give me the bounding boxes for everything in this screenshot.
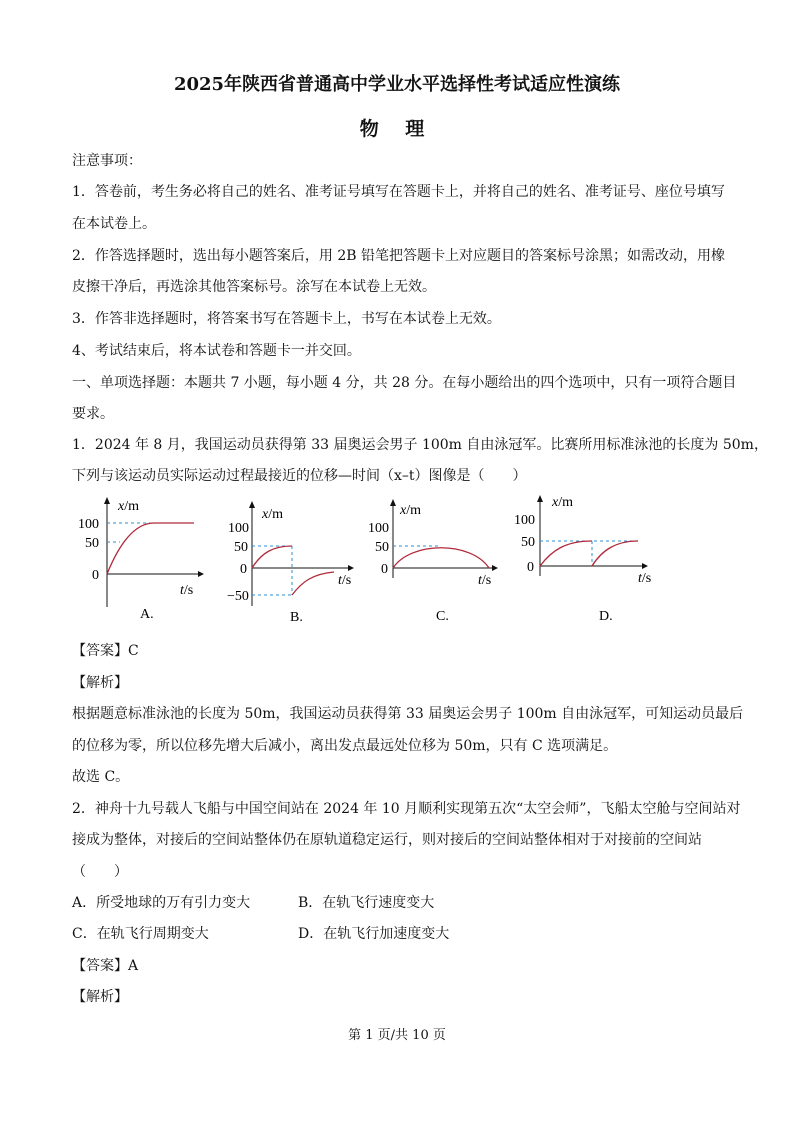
choice-b: B．在轨飞行速度变大 — [298, 895, 435, 911]
svg-text:x/m: x/m — [262, 507, 283, 522]
tick-label: −50 — [227, 589, 249, 604]
analysis-line: 根据题意标准泳池的长度为 50m，我国运动员获得第 33 届奥运会男子 100m 自由泳冠军，可知运动员最后 — [72, 706, 744, 722]
tick-label: 50 — [234, 540, 248, 555]
tick-label: 50 — [375, 540, 389, 555]
tick-label: 100 — [514, 513, 535, 528]
page-footer: 第 1 页/共 10 页 — [348, 1028, 446, 1043]
analysis-line: 的位移为零，所以位移先增大后减小，离出发点最远处位移为 50m，只有 C 选项满足。 — [72, 738, 618, 754]
tick-label: 100 — [368, 521, 389, 536]
graph-option-b — [224, 496, 364, 631]
analysis-label: 【解析】 — [72, 675, 128, 691]
answer-label: 【答案】C — [72, 643, 139, 659]
tick-label: 0 — [527, 560, 534, 575]
tick-label: 100 — [78, 517, 99, 532]
option-label-d: D. — [599, 609, 613, 624]
tick-label: 0 — [92, 568, 99, 583]
question-1-stem: 下列与该运动员实际运动过程最接近的位移—时间（x–t）图像是（ ） — [72, 468, 527, 484]
svg-text:t/s: t/s — [180, 583, 194, 598]
question-2-stem: （ ） — [72, 864, 128, 880]
svg-text:x/m: x/m — [552, 495, 573, 510]
notice-heading: 注意事项： — [72, 153, 142, 169]
choice-d: D．在轨飞行加速度变大 — [298, 926, 450, 942]
svg-text:t/s: t/s — [638, 571, 652, 586]
subject-title: 物 理 — [359, 118, 435, 140]
tick-label: 0 — [381, 562, 388, 577]
notice-line: 3．作答非选择题时，将答案书写在答题卡上，书写在本试卷上无效。 — [72, 311, 501, 327]
graph-option-c — [366, 496, 506, 631]
analysis-line: 故选 C。 — [72, 769, 130, 785]
tick-label: 50 — [85, 536, 99, 551]
option-label-a: A. — [140, 607, 154, 622]
question-2-stem: 接成为整体，对接后的空间站整体仍在原轨道稳定运行，则对接后的空间站整体相对于对接前的空间站 — [72, 832, 702, 848]
choice-a: A．所受地球的万有引力变大 — [72, 895, 251, 911]
answer-label: 【答案】A — [72, 958, 139, 974]
graph-option-a — [70, 492, 210, 627]
section-heading: 要求。 — [72, 406, 114, 422]
graph-option-d — [508, 490, 668, 625]
tick-label: 0 — [240, 562, 247, 577]
tick-label: 100 — [228, 521, 249, 536]
question-2-stem: 2．神舟十九号载人飞船与中国空间站在 2024 年 10 月顺利实现第五次“太空会师”，飞船太空舱与空间站对 — [72, 801, 741, 817]
choice-c: C．在轨飞行周期变大 — [72, 926, 209, 942]
notice-line: 1．答卷前，考生务必将自己的姓名、准考证号填写在答题卡上，并将自己的姓名、准考证号、座位号填写 — [72, 184, 725, 200]
notice-line: 2．作答选择题时，选出每小题答案后，用 2B 铅笔把答题卡上对应题目的答案标号涂黑；如需改动，用橡 — [72, 248, 726, 264]
svg-text:t/s: t/s — [478, 573, 492, 588]
svg-text:x/m: x/m — [118, 499, 139, 514]
analysis-label: 【解析】 — [72, 989, 128, 1005]
exam-title: 2025年陕西省普通高中学业水平选择性考试适应性演练 — [173, 74, 621, 95]
notice-line: 在本试卷上。 — [72, 216, 156, 232]
svg-text:t/s: t/s — [338, 573, 352, 588]
svg-text:x/m: x/m — [400, 503, 421, 518]
option-label-b: B. — [290, 610, 303, 625]
notice-line: 皮擦干净后，再选涂其他答案标号。涂写在本试卷上无效。 — [72, 279, 436, 295]
tick-label: 50 — [521, 535, 535, 550]
question-1-stem: 1．2024 年 8 月，我国运动员获得第 33 届奥运会男子 100m 自由泳冠军。比赛所用标准泳池的长度为 50m， — [72, 437, 768, 453]
option-label-c: C. — [436, 609, 449, 624]
section-heading: 一、单项选择题：本题共 7 小题，每小题 4 分，共 28 分。在每小题给出的四个选项中，只有一项符合题目 — [72, 375, 737, 391]
notice-line: 4、考试结束后，将本试卷和答题卡一并交回。 — [72, 343, 361, 359]
